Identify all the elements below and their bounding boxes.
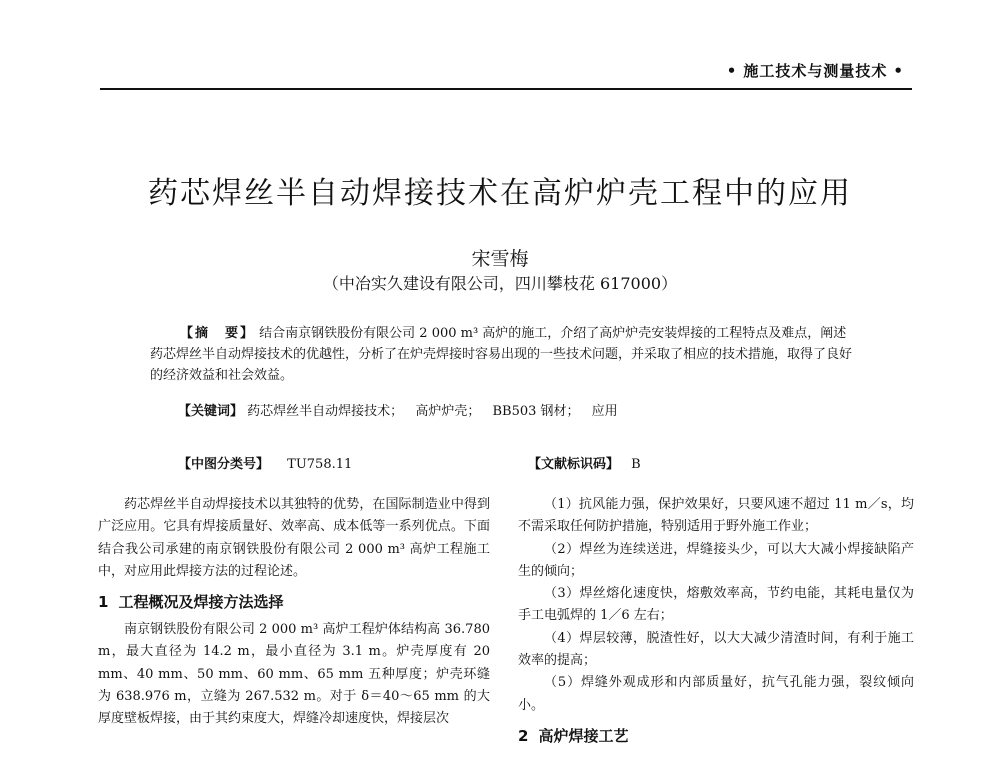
section-2-title: 高炉焊接工艺	[538, 726, 629, 745]
section-2-heading	[518, 723, 914, 749]
section-2-number: 2	[518, 726, 529, 745]
intro-paragraph: 药芯焊丝半自动焊接技术以其独特的优势，在国际制造业中得到广泛应用。它具有焊接质量好、效率高、成本低等一系列优点。下面结合我公司承建的南京钢铁股份有限公司 2 000 m³ 高炉工程施工中，对应用此焊接方法的过程论述。	[98, 497, 490, 579]
abstract-text: 结合南京钢铁股份有限公司 2 000 m³ 高炉的施工，介绍了高炉炉壳安装焊接的工程特点及难点，阐述药芯焊丝半自动焊接技术的优越性，分析了在炉壳焊接时容易出现的一些技术问题，并采取了相应的技术措施，取得了良好的经济效益和社会效益。	[150, 326, 853, 383]
document-code-label: 【文献标识码】	[528, 457, 620, 472]
document-code	[528, 453, 641, 472]
header-section-label: 施工技术与测量技术	[743, 62, 888, 80]
section-1-heading	[98, 589, 490, 615]
keyword-item: 应用	[591, 404, 618, 419]
advantage-item-1: （1）抗风能力强，保护效果好，只要风速不超过 11 m／s，均不需采取任何防护措施，特别适用于野外施工作业；	[518, 497, 914, 535]
header-bullet-left: •	[726, 62, 738, 80]
paper-author: 宋雪梅	[471, 248, 529, 270]
right-column	[518, 494, 914, 753]
document-code-value: B	[631, 457, 641, 472]
keyword-item: BB503 钢材；	[492, 404, 580, 419]
section-1-title: 工程概况及焊接方法选择	[118, 593, 284, 612]
project-overview-paragraph: 南京钢铁股份有限公司 2 000 m³ 高炉工程炉体结构高 36.780 m，最大直径为 14.2 m，最小直径为 3.1 m。炉壳厚度有 20 mm、40 mm、50 mm、60 mm、65 mm 五种厚度；炉壳环缝为 638.976 m，立缝为 267.532 m。对于 δ＝40～65 mm 的大厚度壁板焊接，由于其约束度大，焊缝冷却速度快，焊接层次	[98, 622, 490, 727]
advantage-item-4: （4）焊层较薄，脱渣性好，以大大减少清渣时间，有利于施工效率的提高；	[518, 630, 914, 669]
classification-value: TU758.11	[287, 457, 353, 472]
paper-affiliation: （中冶实久建设有限公司，四川攀枝花 617000）	[322, 274, 678, 293]
keywords	[178, 400, 858, 419]
abstract	[150, 323, 855, 386]
keyword-item: 高炉炉壳；	[415, 404, 481, 419]
header-bullet-right: •	[893, 62, 904, 80]
paper-title: 药芯焊丝半自动焊接技术在高炉炉壳工程中的应用	[148, 176, 852, 211]
left-column	[98, 494, 490, 731]
advantage-item-3: （3）焊丝熔化速度快，熔敷效率高，节约电能，其耗电量仅为手工电弧焊的 1／6 左右；	[518, 586, 914, 624]
keyword-item: 药芯焊丝半自动焊接技术；	[247, 404, 404, 419]
keywords-label: 【关键词】	[178, 404, 244, 419]
header-rule	[100, 88, 912, 90]
advantage-item-2: （2）焊丝为连续送进，焊缝接头少，可以大大减小焊接缺陷产生的倾向；	[518, 541, 914, 579]
running-header	[721, 60, 910, 81]
classification-label: 【中图分类号】	[178, 457, 270, 472]
classification-number	[178, 453, 352, 472]
section-1-number: 1	[98, 593, 109, 612]
abstract-label: 【摘 要】	[180, 326, 256, 341]
advantage-item-5: （5）焊缝外观成形和内部质量好，抗气孔能力强，裂纹倾向小。	[518, 675, 914, 713]
